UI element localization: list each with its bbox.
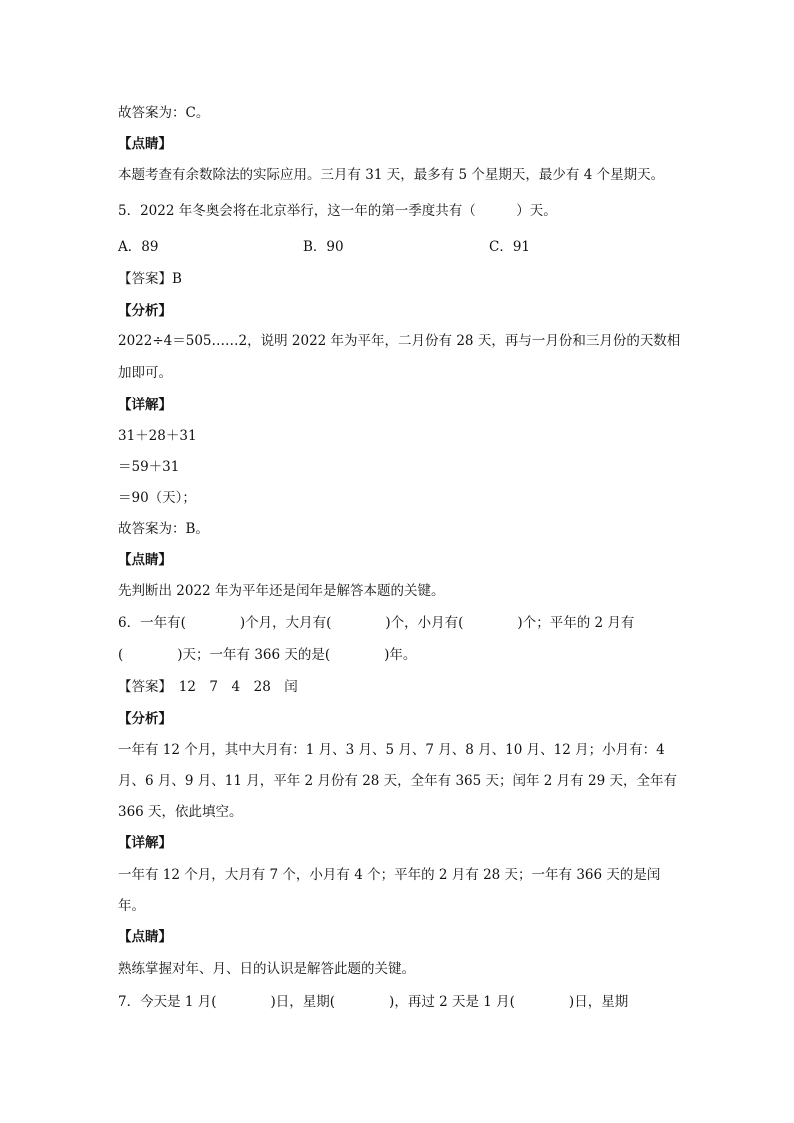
- section-heading: 【详解】: [118, 397, 172, 413]
- question-7: 7．今天是 1 月( )日，星期( )，再过 2 天是 1 月( )日，星期: [118, 994, 629, 1010]
- paragraph: 一年有 12 个月，其中大月有：1 月、3 月、5 月、7 月、8 月、10 月、12 月；小月有：4: [118, 742, 665, 758]
- choice-b: B．90: [303, 239, 344, 255]
- question-6: 6．一年有( )个月，大月有( )个，小月有( )个；平年的 2 月有: [118, 615, 635, 631]
- answer-line: 【答案】B: [118, 271, 182, 287]
- choice-c: C．91: [489, 239, 531, 255]
- paragraph: 一年有 12 个月，大月有 7 个，小月有 4 个；平年的 2 月有 28 天；一年有 366 天的是闰: [118, 867, 661, 883]
- calc-line: ＝90（天）；: [118, 490, 196, 506]
- paragraph: 年。: [118, 898, 145, 914]
- question-6-cont: ( )天；一年有 366 天的是( )年。: [118, 647, 417, 663]
- section-heading: 【分析】: [118, 711, 172, 727]
- answer-line: 【答案】 12 7 4 28 闰: [118, 679, 298, 695]
- section-heading: 【点睛】: [118, 929, 172, 945]
- calc-line: ＝59＋31: [118, 459, 180, 475]
- choice-a: A．89: [118, 239, 159, 255]
- paragraph: 加即可。: [118, 365, 172, 381]
- paragraph: 2022÷4＝505……2，说明 2022 年为平年，二月份有 28 天，再与一月份和三月份的天数相: [118, 333, 681, 349]
- answer-conclusion: 故答案为：B。: [118, 521, 209, 537]
- section-heading: 【点睛】: [118, 552, 172, 568]
- paragraph: 366 天，依此填空。: [118, 804, 243, 820]
- paragraph: 先判断出 2022 年为平年还是闰年是解答本题的关键。: [118, 583, 445, 599]
- answer-conclusion: 故答案为：C。: [118, 105, 210, 121]
- paragraph: 本题考查有余数除法的实际应用。三月有 31 天，最多有 5 个星期天，最少有 4 个星期天。: [118, 167, 665, 183]
- paragraph: 熟练掌握对年、月、日的认识是解答此题的关键。: [118, 961, 415, 977]
- question-5: 5．2022 年冬奥会将在北京举行，这一年的第一季度共有（ ）天。: [118, 203, 557, 219]
- calc-line: 31＋28＋31: [118, 428, 197, 444]
- section-heading: 【点睛】: [118, 136, 172, 152]
- section-heading: 【分析】: [118, 303, 172, 319]
- section-heading: 【详解】: [118, 835, 172, 851]
- paragraph: 月、6 月、9 月、11 月，平年 2 月份有 28 天，全年有 365 天；闰年 2 月有 29 天，全年有: [118, 773, 677, 789]
